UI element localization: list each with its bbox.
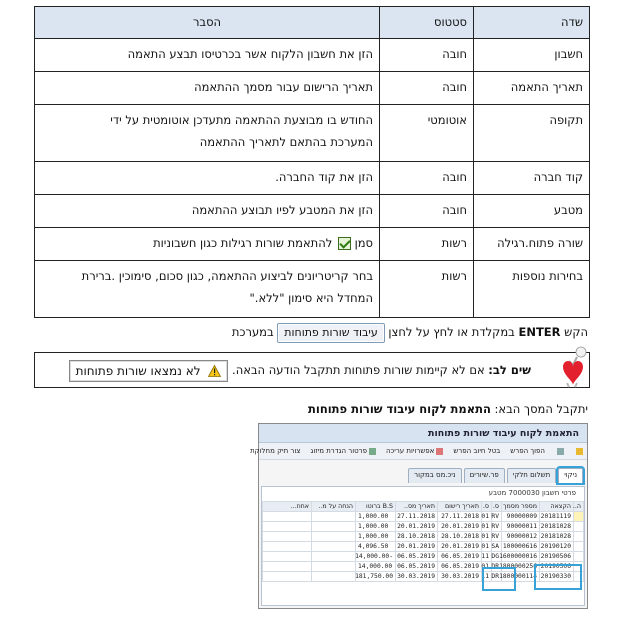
grid-cell: 1600000016 <box>502 552 540 562</box>
grid-row[interactable] <box>263 512 584 522</box>
explanation-line: בחר קריטריונים לביצוע ההתאמה, כגון סכום, סימוכין .ברירת <box>81 269 373 283</box>
grid-cell: 28.10.2018 <box>438 532 482 542</box>
table-row <box>35 105 590 162</box>
grid-row[interactable] <box>263 562 584 572</box>
status-cell: רשות <box>380 228 474 261</box>
grid-cell: 20190120 <box>540 542 574 552</box>
table-row <box>35 195 590 228</box>
field-cell: חשבון <box>474 39 590 72</box>
grid-cell: 11 <box>482 552 492 562</box>
note-label: שים לב: <box>488 363 531 377</box>
grid-cell: 20181119 <box>540 512 574 522</box>
grid-cell: 90000012 <box>502 532 540 542</box>
status-cell: רשות <box>380 261 474 318</box>
grid-cell: 01 <box>482 542 492 552</box>
grid-header[interactable]: ס. <box>482 502 492 512</box>
grid-header[interactable]: תאריך רישום <box>438 502 482 512</box>
instruction-press: הקש <box>564 325 588 339</box>
grid-cell: 20190506 <box>540 562 574 572</box>
edit-icon <box>557 448 564 455</box>
grid-cell: 20.01.2019 <box>396 542 438 552</box>
grid-cell: 20181028 <box>540 532 574 542</box>
grid-cell <box>312 552 356 562</box>
instruction-line <box>40 320 588 344</box>
header-status: סטטוס <box>380 7 474 39</box>
tab-withholding-tax[interactable]: ניכ.מס במקור <box>408 468 461 483</box>
sap-screenshot <box>250 423 588 609</box>
grid-cell <box>574 532 584 542</box>
grid-cell: SA <box>492 542 502 552</box>
grid-cell <box>574 552 584 562</box>
grid-cell: 1,000.00 <box>356 512 396 522</box>
grid-cell: DR <box>492 572 502 582</box>
grid-cell <box>263 522 312 532</box>
grid-header[interactable]: תאריך מס.. <box>396 502 438 512</box>
grid-cell <box>574 562 584 572</box>
explanation-line: המערכת בהתאם לתאריך ההתאמה <box>199 135 373 149</box>
status-cell: חובה <box>380 195 474 228</box>
note-box <box>34 352 590 388</box>
toolbar-item[interactable]: אפשרויות עריכה <box>386 447 443 455</box>
toolbar-item[interactable] <box>555 448 564 455</box>
grid-row[interactable] <box>263 532 584 542</box>
field-cell: שורה פתוח.רגילה <box>474 228 590 261</box>
grid-cell <box>574 512 584 522</box>
grid-cell: 20.01.2019 <box>438 542 482 552</box>
table-row <box>35 39 590 72</box>
grid-cell: 90000009 <box>502 512 540 522</box>
grid-cell: 30.03.2019 <box>438 572 482 582</box>
grid-header[interactable]: ס. <box>492 502 502 512</box>
header-field: שדה <box>474 7 590 39</box>
explanation-cell: הזן את המטבע לפיו תבוצע ההתאמה <box>35 195 380 228</box>
grid-header[interactable]: B.S ברוטו <box>356 502 396 512</box>
sap-title: התאמת לקוח עיבוד שורות פתוחות <box>259 424 587 443</box>
header-explanation: הסבר <box>35 7 380 39</box>
grid-cell: 27.11.2018 <box>396 512 438 522</box>
enter-key: ENTER <box>518 325 561 339</box>
explanation-cell <box>35 228 380 261</box>
grid-cell <box>312 532 356 542</box>
grid-cell: DG <box>492 552 502 562</box>
instruction-middle: במקלדת או לחץ על לחצן <box>388 325 515 339</box>
grid-cell <box>263 572 312 582</box>
grid-cell: 01 <box>482 562 492 572</box>
explanation-cell <box>35 261 380 318</box>
grid-cell: 20.01.2019 <box>396 522 438 532</box>
process-open-items-button[interactable]: עיבוד שורות פתוחות <box>277 323 384 343</box>
sap-toolbar <box>250 443 587 460</box>
toolbar-item[interactable]: צור תיק מחלוקת <box>250 447 301 455</box>
grid-cell: 11 <box>482 572 492 582</box>
grid-cell: 1,000.00 <box>356 522 396 532</box>
heart-figure-icon <box>547 345 595 389</box>
next-screen-title: התאמת לקוח עיבוד שורות פתוחות <box>308 402 491 416</box>
grid-cell <box>263 542 312 552</box>
table-row <box>35 72 590 105</box>
grid-cell: 14,000.00 <box>356 562 396 572</box>
grid-cell: 06.05.2019 <box>438 552 482 562</box>
grid-cell: RV <box>492 512 502 522</box>
account-details: פרטי חשבון 7000030 מטבע <box>488 489 576 497</box>
tab-partial-payment[interactable]: תשלום חלקי <box>507 468 556 483</box>
field-cell: קוד חברה <box>474 162 590 195</box>
grid-cell: 1800000256 <box>502 562 540 572</box>
grid-cell: 06.05.2019 <box>396 552 438 562</box>
field-cell: תקופה <box>474 105 590 162</box>
explanation-line: החודש בו מבוצעת ההתאמה מתעדכן אוטומטית על ידי <box>110 113 373 127</box>
toolbar-item[interactable]: הפוך הפרש <box>510 447 545 455</box>
table-header-row <box>35 7 590 39</box>
grid-header[interactable]: ה.. <box>574 502 584 512</box>
grid-cell <box>263 512 312 522</box>
grid-cell: -14,000.00 <box>356 552 396 562</box>
grid-cell: RV <box>492 522 502 532</box>
grid-cell <box>312 522 356 532</box>
grid-cell <box>312 542 356 552</box>
grid-header[interactable]: הנחה על מ.. <box>312 502 356 512</box>
open-items-grid <box>262 501 584 582</box>
toolbar-item[interactable]: פרטור הגדרת מיזוג <box>310 447 376 455</box>
status-cell: חובה <box>380 162 474 195</box>
grid-cell <box>312 562 356 572</box>
explanation-cell: הזן את חשבון הלקוח אשר בכרטיסו תבצע התאמה <box>35 39 380 72</box>
grid-row[interactable] <box>263 552 584 562</box>
table-row <box>35 228 590 261</box>
grid-cell: 28.10.2018 <box>396 532 438 542</box>
table-row <box>35 162 590 195</box>
next-screen-line <box>40 398 588 420</box>
explanation-pre: סמן <box>354 236 373 250</box>
toolbar-item[interactable]: בטל חיוב הפרש <box>453 447 501 455</box>
table-row <box>35 261 590 318</box>
tab-clearing[interactable]: ניקוי <box>558 468 583 483</box>
grid-cell: 100000616 <box>502 542 540 552</box>
field-cell: בחירות נוספות <box>474 261 590 318</box>
explanation-cell: תאריך הרישום עבור מסמך ההתאמה <box>35 72 380 105</box>
grid-cell: 4,096.50 <box>356 542 396 552</box>
grid-cell: 06.05.2019 <box>438 562 482 572</box>
grid-header[interactable]: הקצאה <box>540 502 574 512</box>
explanation-cell: הזן את קוד החברה. <box>35 162 380 195</box>
people-icon <box>576 448 583 455</box>
toolbar-item[interactable] <box>574 448 583 455</box>
no-open-items-message <box>69 360 229 382</box>
pencil-icon <box>436 448 443 455</box>
grid-row[interactable] <box>263 522 584 532</box>
grid-cell <box>263 562 312 572</box>
grid-cell <box>312 512 356 522</box>
grid-cell: 01 <box>482 532 492 542</box>
grid-header[interactable]: מספר מסמך <box>502 502 540 512</box>
sap-tabs <box>259 468 587 483</box>
grid-row[interactable] <box>263 572 584 582</box>
tab-residuals[interactable]: פר.שיורים <box>464 468 505 483</box>
explanation-line: המחדל היא סימון "ללא." <box>249 291 373 305</box>
status-cell: אוטומטי <box>380 105 474 162</box>
grid-cell: 06.05.2019 <box>396 562 438 572</box>
grid-header-row <box>263 502 584 512</box>
next-screen-prefix: יתקבל המסך הבא: <box>494 402 588 416</box>
warning-icon <box>208 365 221 377</box>
grid-cell <box>574 522 584 532</box>
sap-panel <box>261 486 585 606</box>
grid-row[interactable] <box>263 542 584 552</box>
explanation-cell <box>35 105 380 162</box>
explanation-post: להתאמת שורות רגילות כגון חשבוניות <box>153 236 333 250</box>
field-cell: מטבע <box>474 195 590 228</box>
grid-cell: 20.01.2019 <box>438 522 482 532</box>
field-cell: תאריך התאמה <box>474 72 590 105</box>
grid-header[interactable]: אחוז... <box>263 502 312 512</box>
note-text: אם לא קיימות שורות פתוחות תתקבל הודעה הבאה. <box>232 363 485 377</box>
field-description-table <box>34 6 590 318</box>
grid-cell: 01 <box>482 522 492 532</box>
grid-cell: 90000011 <box>502 522 540 532</box>
grid-cell: 01 <box>482 512 492 522</box>
grid-cell: 20190506 <box>540 552 574 562</box>
instruction-end: במערכת <box>231 325 274 339</box>
checkbox-checked-icon <box>338 237 351 250</box>
grid-cell <box>263 532 312 542</box>
merge-icon <box>369 448 376 455</box>
grid-cell <box>263 552 312 562</box>
grid-cell: DR <box>492 562 502 572</box>
grid-cell: 20181028 <box>540 522 574 532</box>
grid-cell: RV <box>492 532 502 542</box>
grid-cell: 30.03.2019 <box>396 572 438 582</box>
grid-cell <box>574 572 584 582</box>
status-cell: חובה <box>380 39 474 72</box>
grid-cell: 27.11.2018 <box>438 512 482 522</box>
grid-cell: 1,000.00 <box>356 532 396 542</box>
status-cell: חובה <box>380 72 474 105</box>
grid-cell: 1800000114 <box>502 572 540 582</box>
message-text: לא נמצאו שורות פתוחות <box>75 363 201 378</box>
grid-cell: 181,750.00 <box>356 572 396 582</box>
grid-cell <box>574 542 584 552</box>
grid-cell <box>312 572 356 582</box>
grid-cell: 20190330 <box>540 572 574 582</box>
